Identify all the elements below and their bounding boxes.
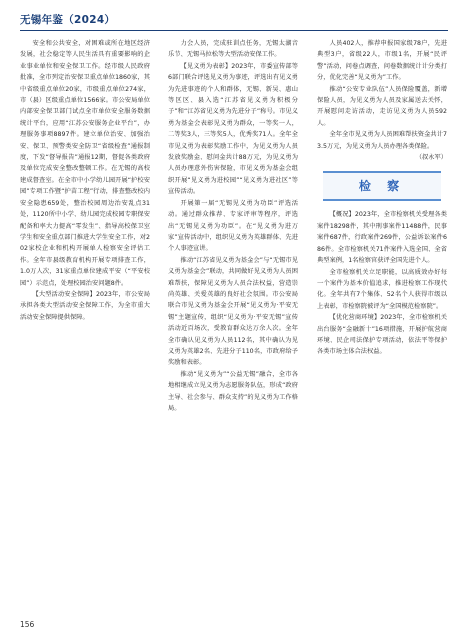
paragraph: 推动“江苏省见义勇为基金会”与“无锡市见义勇为基金会”联动，共同做好见义勇为人员困难帮扶，保障见义勇为人员合法权益，营造崇尚英雄、关爱英雄的良好社会氛围。市公安局联合市见义勇为基金会开展“见义勇为·平安无锡”主题宣传，组织“见义勇为·平安无锡”宣传活动近百场次，受教育群众达万余人次。全年全市确认见义勇为人员112名，其中确认为见义勇为英雄2名、先进分子110名，市政府给予奖励和表彰。 [168, 256, 298, 367]
paragraph: 推动“公安专业队伍”人员保险覆盖，新增保险人员，为见义勇为人员及家属送去关怀，开展慰问走访活动，走访见义勇为人员592人。 [317, 85, 447, 127]
paragraph: 【见义勇为表彰】2023年，市委宣传部等6部门联合评选见义勇为事迹，评选出有见义勇为先进事迹的个人和群体，无锡、新吴、惠山等区区、县入选“江苏省见义勇为积极分子”和“江苏省见义勇为先进分子”称号。市见义勇为基金会表彰见义勇为群众，一等奖一人，二等奖3人，三等奖5人，优秀奖71人。全年全市见义勇为表彰奖励工作中，为见义勇为人员发放奖励金、慰问金共计88万元，为见义勇为人员办理意外伤害保险，市见义勇为基金会组织开展“见义勇为进校园”“见义勇为进社区”等宣传活动。 [168, 62, 298, 196]
paragraph: 【概况】2023年，全市检察机关受理各类案件18298件，其中刑事案件11488件，民事案件687件，行政案件269件，公益诉讼案件686件。全市检察机关71件案件入选全国、全省典型案例，1名检察官获评全国先进个人。 [317, 211, 447, 265]
text-column-1 [20, 38, 150, 618]
running-header: 无锡年鉴（2024） [20, 14, 116, 26]
paragraph: 【大型活动安全保障】2023年，市公安局承担各类大型活动安全保障工作，为全市重大活动安全保障提供保障。 [20, 290, 150, 321]
paragraph: 人员402人，推荐申报国家级78户，先进典型3户，省级22人，市级1名，开展“民评警”活动，问卷点调查，问卷数据统计计分类打分，优化完善“见义勇为”工作。 [317, 40, 447, 82]
section-heading-procuratorate: 检 察 [323, 171, 441, 201]
header-rule [20, 30, 448, 31]
paragraph: 推动“见义勇为”“公益无锡”融合，全市各地相继成立见义勇为志愿服务队伍，形成“政府主导、社会参与、群众支持”的见义勇为工作格局。 [168, 370, 298, 412]
paragraph: 开展第一届“无锡见义勇为功臣”评选活动。通过群众推荐、专家评审等程序，评选出“无锡见义勇为功臣”。在“见义勇为进万家”宣传活动中，组织见义勇为英雄群体、先进个人事迹宣讲。 [168, 199, 298, 253]
paragraph: 安全和公共安全，对困难或所在地区经济发展，社会稳定等人民生活具有重要影响的企业事业单位和安全保卫工作。经市级人民政府批准，全市列定治安保卫重点单位1860家，其中省级重点单位20家，市级重点单位274家，市（县）区级重点单位1566家。市公安局单位内部安全保卫部门试点全市单位安全服务数据统计平台，应用“江苏公安服务企业平台”，办理服务事项8897件。建立单位治安、加强治安、保卫、预警类安全防卫“省级检查”通报制度，下发“督导报告”通报12期，督促各类政府及单位完成安全整改整顿工作。在无锡的高校建成督查室。在全市中小学幼儿园开展“护校安园”专项工作暨“护苗工程”行动，排查整改校内安全隐患659处，整治校园周边治安乱点31处，1120所中小学、幼儿园完成校园专职保安配备和率大力提高“零发生”、指导高校保卫室学生和安全重点部门推进大学生安全工作，对202家校企业和机构开展单人检察安全评估工作。全年市县级教育机构开展专项排查工作，1.0万人次，31家重点单位建成平安（“平安校园”）示范点，处理校园治安问题8件。 [20, 40, 150, 287]
paragraph: 力会人员，完成驻训点任务，无锡太湖音乐节、无锡马拉松等大型活动安保工作。 [168, 40, 298, 59]
page-number: 156 [20, 620, 35, 629]
text-column-3 [317, 38, 447, 618]
author-signature: （叔永军） [415, 154, 447, 162]
paragraph: 全年全市见义勇为人员困难帮扶资金共计73.5万元，为见义勇为人员办理各类保险。 [317, 131, 447, 150]
text-column-2 [168, 38, 298, 618]
paragraph: 【优化营商环境】2023年，全市检察机关出台服务“金融新十”16项措施，开展护航营商环境、民企司法保护专项活动，依法平等保护各类市场主体合法权益。 [317, 314, 447, 356]
paragraph: 全市检察机关立足职能，以高质效办好每一个案件为基本价值追求，推进检察工作现代化。全年共有7个集体、52名个人获得市级以上表彰，市检察院被评为“全国模范检察院”。 [317, 268, 447, 310]
